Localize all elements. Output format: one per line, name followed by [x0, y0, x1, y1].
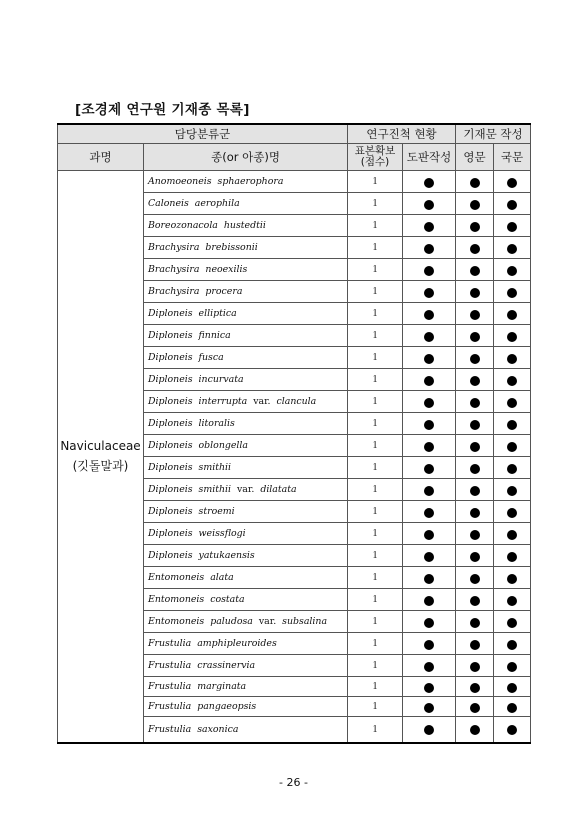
filled-circle-icon — [507, 618, 517, 628]
specimen-count: 1 — [348, 655, 403, 677]
filled-circle-icon — [507, 354, 517, 364]
filled-circle-icon — [424, 310, 434, 320]
epithet: aerophila — [194, 198, 240, 209]
english-status-cell — [456, 545, 494, 567]
header-plate: 도판작성 — [403, 144, 456, 171]
english-status-cell — [456, 303, 494, 325]
filled-circle-icon — [424, 725, 434, 735]
english-status-cell — [456, 215, 494, 237]
genus: Caloneis — [148, 198, 189, 209]
species-name-cell — [144, 369, 348, 391]
epithet: interrupta — [198, 396, 248, 407]
plate-status-cell — [403, 303, 456, 325]
filled-circle-icon — [470, 574, 480, 584]
genus: Diploneis — [148, 418, 193, 429]
page-number: - 26 - — [279, 776, 308, 789]
epithet: fusca — [198, 352, 224, 363]
filled-circle-icon — [470, 703, 480, 713]
specimen-count: 1 — [348, 717, 403, 743]
header-progress: 연구진척 현황 — [348, 124, 456, 144]
epithet: crassinervia — [197, 660, 256, 671]
header-specimen-line2: (점수) — [360, 156, 390, 168]
filled-circle-icon — [470, 266, 480, 276]
plate-status-cell — [403, 193, 456, 215]
korean-status-cell — [494, 325, 531, 347]
filled-circle-icon — [424, 552, 434, 562]
genus: Frustulia — [148, 660, 192, 671]
korean-status-cell — [494, 589, 531, 611]
genus: Frustulia — [148, 701, 192, 712]
filled-circle-icon — [470, 244, 480, 254]
filled-circle-icon — [507, 530, 517, 540]
specimen-count: 1 — [348, 303, 403, 325]
species-name-cell — [144, 611, 348, 633]
species-name-cell — [144, 259, 348, 281]
genus: Diploneis — [148, 352, 193, 363]
filled-circle-icon — [470, 332, 480, 342]
korean-status-cell — [494, 435, 531, 457]
plate-status-cell — [403, 545, 456, 567]
english-status-cell — [456, 717, 494, 743]
specimen-count: 1 — [348, 589, 403, 611]
genus: Anomoeoneis — [148, 176, 212, 187]
specimen-count: 1 — [348, 171, 403, 193]
genus: Diploneis — [148, 330, 193, 341]
header-english: 영문 — [456, 144, 494, 171]
epithet: paludosa — [210, 616, 253, 627]
variety-label: var. — [253, 396, 271, 407]
korean-status-cell — [494, 171, 531, 193]
table-row — [58, 171, 531, 193]
korean-status-cell — [494, 567, 531, 589]
specimen-count: 1 — [348, 501, 403, 523]
filled-circle-icon — [470, 552, 480, 562]
korean-status-cell — [494, 479, 531, 501]
species-name-cell — [144, 281, 348, 303]
specimen-count: 1 — [348, 479, 403, 501]
filled-circle-icon — [507, 288, 517, 298]
genus: Brachysira — [148, 264, 200, 275]
epithet: smithii — [198, 462, 232, 473]
plate-status-cell — [403, 369, 456, 391]
epithet: neoexilis — [205, 264, 248, 275]
filled-circle-icon — [424, 288, 434, 298]
species-name-cell — [144, 325, 348, 347]
header-writing: 기재문 작성 — [456, 124, 531, 144]
filled-circle-icon — [507, 640, 517, 650]
header-specimen-line1: 표본확보 — [354, 145, 396, 157]
specimen-count: 1 — [348, 281, 403, 303]
filled-circle-icon — [424, 662, 434, 672]
english-status-cell — [456, 281, 494, 303]
english-status-cell — [456, 391, 494, 413]
plate-status-cell — [403, 281, 456, 303]
filled-circle-icon — [424, 200, 434, 210]
english-status-cell — [456, 677, 494, 697]
filled-circle-icon — [507, 508, 517, 518]
filled-circle-icon — [424, 574, 434, 584]
filled-circle-icon — [507, 596, 517, 606]
filled-circle-icon — [507, 310, 517, 320]
header-specimen — [348, 144, 403, 171]
english-status-cell — [456, 457, 494, 479]
filled-circle-icon — [470, 442, 480, 452]
korean-status-cell — [494, 697, 531, 717]
filled-circle-icon — [424, 530, 434, 540]
epithet: litoralis — [198, 418, 235, 429]
filled-circle-icon — [507, 420, 517, 430]
genus: Diploneis — [148, 308, 193, 319]
filled-circle-icon — [424, 508, 434, 518]
specimen-count: 1 — [348, 413, 403, 435]
species-name-cell — [144, 215, 348, 237]
genus: Diploneis — [148, 550, 193, 561]
plate-status-cell — [403, 325, 456, 347]
header-species: 종(or 아종)명 — [144, 144, 348, 171]
specimen-count: 1 — [348, 325, 403, 347]
filled-circle-icon — [507, 332, 517, 342]
english-status-cell — [456, 589, 494, 611]
epithet: smithii — [198, 484, 232, 495]
plate-status-cell — [403, 237, 456, 259]
specimen-count: 1 — [348, 677, 403, 697]
species-name-cell — [144, 697, 348, 717]
filled-circle-icon — [470, 288, 480, 298]
filled-circle-icon — [507, 662, 517, 672]
plate-status-cell — [403, 717, 456, 743]
plate-status-cell — [403, 523, 456, 545]
filled-circle-icon — [470, 596, 480, 606]
filled-circle-icon — [507, 266, 517, 276]
epithet: brebissonii — [205, 242, 258, 253]
species-name-cell — [144, 677, 348, 697]
korean-status-cell — [494, 193, 531, 215]
epithet: incurvata — [198, 374, 244, 385]
epithet: elliptica — [198, 308, 237, 319]
filled-circle-icon — [507, 703, 517, 713]
filled-circle-icon — [470, 725, 480, 735]
epithet: oblongella — [198, 440, 248, 451]
korean-status-cell — [494, 391, 531, 413]
genus: Diploneis — [148, 484, 193, 495]
filled-circle-icon — [424, 398, 434, 408]
plate-status-cell — [403, 347, 456, 369]
filled-circle-icon — [470, 618, 480, 628]
filled-circle-icon — [424, 464, 434, 474]
specimen-count: 1 — [348, 237, 403, 259]
filled-circle-icon — [424, 683, 434, 693]
species-name-cell — [144, 435, 348, 457]
filled-circle-icon — [507, 244, 517, 254]
epithet: yatukaensis — [198, 550, 255, 561]
species-name-cell — [144, 717, 348, 743]
korean-status-cell — [494, 611, 531, 633]
filled-circle-icon — [507, 464, 517, 474]
specimen-count: 1 — [348, 215, 403, 237]
specimen-count: 1 — [348, 259, 403, 281]
variety-name: clancula — [276, 396, 317, 407]
header-group: 담당분류군 — [58, 124, 348, 144]
filled-circle-icon — [507, 574, 517, 584]
family-cell — [58, 171, 144, 743]
plate-status-cell — [403, 501, 456, 523]
english-status-cell — [456, 325, 494, 347]
korean-status-cell — [494, 303, 531, 325]
filled-circle-icon — [507, 222, 517, 232]
species-name-cell — [144, 589, 348, 611]
english-status-cell — [456, 193, 494, 215]
english-status-cell — [456, 237, 494, 259]
filled-circle-icon — [424, 332, 434, 342]
filled-circle-icon — [424, 244, 434, 254]
species-name-cell — [144, 567, 348, 589]
korean-status-cell — [494, 655, 531, 677]
korean-status-cell — [494, 369, 531, 391]
family-korean: (깃돌말과) — [72, 459, 129, 474]
korean-status-cell — [494, 413, 531, 435]
genus: Boreozonacola — [148, 220, 218, 231]
filled-circle-icon — [470, 354, 480, 364]
plate-status-cell — [403, 259, 456, 281]
plate-status-cell — [403, 457, 456, 479]
filled-circle-icon — [507, 552, 517, 562]
english-status-cell — [456, 413, 494, 435]
filled-circle-icon — [424, 618, 434, 628]
species-name-cell — [144, 501, 348, 523]
filled-circle-icon — [470, 508, 480, 518]
epithet: amphipleuroides — [197, 638, 277, 649]
plate-status-cell — [403, 567, 456, 589]
specimen-count: 1 — [348, 369, 403, 391]
species-name-cell — [144, 413, 348, 435]
korean-status-cell — [494, 633, 531, 655]
genus: Diploneis — [148, 440, 193, 451]
filled-circle-icon — [507, 683, 517, 693]
epithet: pangaeopsis — [197, 701, 257, 712]
epithet: saxonica — [197, 723, 239, 735]
header-korean: 국문 — [494, 144, 531, 171]
filled-circle-icon — [424, 640, 434, 650]
family-latin: Naviculaceae — [60, 439, 141, 454]
plate-status-cell — [403, 633, 456, 655]
korean-status-cell — [494, 347, 531, 369]
plate-status-cell — [403, 435, 456, 457]
english-status-cell — [456, 259, 494, 281]
korean-status-cell — [494, 677, 531, 697]
korean-status-cell — [494, 717, 531, 743]
korean-status-cell — [494, 457, 531, 479]
specimen-count: 1 — [348, 545, 403, 567]
english-status-cell — [456, 369, 494, 391]
korean-status-cell — [494, 237, 531, 259]
species-name-cell — [144, 193, 348, 215]
korean-status-cell — [494, 523, 531, 545]
plate-status-cell — [403, 589, 456, 611]
genus: Frustulia — [148, 638, 192, 649]
variety-name: subsalina — [282, 616, 328, 627]
english-status-cell — [456, 697, 494, 717]
species-name-cell — [144, 171, 348, 193]
filled-circle-icon — [470, 222, 480, 232]
filled-circle-icon — [424, 178, 434, 188]
filled-circle-icon — [424, 703, 434, 713]
filled-circle-icon — [470, 376, 480, 386]
filled-circle-icon — [470, 178, 480, 188]
plate-status-cell — [403, 655, 456, 677]
korean-status-cell — [494, 545, 531, 567]
plate-status-cell — [403, 611, 456, 633]
specimen-count: 1 — [348, 697, 403, 717]
filled-circle-icon — [507, 442, 517, 452]
english-status-cell — [456, 479, 494, 501]
epithet: sphaerophora — [217, 176, 284, 187]
genus: Diploneis — [148, 462, 193, 473]
filled-circle-icon — [507, 200, 517, 210]
variety-label: var. — [258, 616, 277, 627]
specimen-count: 1 — [348, 193, 403, 215]
filled-circle-icon — [470, 662, 480, 672]
filled-circle-icon — [424, 222, 434, 232]
variety-label: var. — [237, 484, 255, 495]
filled-circle-icon — [424, 376, 434, 386]
english-status-cell — [456, 611, 494, 633]
plate-status-cell — [403, 391, 456, 413]
filled-circle-icon — [507, 178, 517, 188]
genus: Frustulia — [148, 681, 192, 692]
filled-circle-icon — [507, 376, 517, 386]
species-name-cell — [144, 523, 348, 545]
variety-name: dilatata — [260, 484, 297, 495]
english-status-cell — [456, 347, 494, 369]
genus: Entomoneis — [148, 572, 205, 583]
specimen-count: 1 — [348, 633, 403, 655]
english-status-cell — [456, 655, 494, 677]
specimen-count: 1 — [348, 567, 403, 589]
species-name-cell — [144, 237, 348, 259]
filled-circle-icon — [507, 486, 517, 496]
english-status-cell — [456, 567, 494, 589]
filled-circle-icon — [470, 683, 480, 693]
genus: Frustulia — [148, 723, 192, 735]
filled-circle-icon — [470, 640, 480, 650]
filled-circle-icon — [424, 486, 434, 496]
plate-status-cell — [403, 697, 456, 717]
epithet: alata — [210, 572, 234, 583]
specimen-count: 1 — [348, 611, 403, 633]
species-table — [57, 123, 531, 744]
filled-circle-icon — [424, 354, 434, 364]
epithet: hustedtii — [223, 220, 266, 231]
species-name-cell — [144, 655, 348, 677]
filled-circle-icon — [507, 398, 517, 408]
filled-circle-icon — [470, 420, 480, 430]
species-name-cell — [144, 457, 348, 479]
specimen-count: 1 — [348, 523, 403, 545]
filled-circle-icon — [507, 725, 517, 735]
genus: Diploneis — [148, 506, 193, 517]
genus: Brachysira — [148, 286, 200, 297]
specimen-count: 1 — [348, 435, 403, 457]
epithet: weissflogi — [198, 528, 246, 539]
filled-circle-icon — [470, 530, 480, 540]
filled-circle-icon — [424, 596, 434, 606]
english-status-cell — [456, 523, 494, 545]
english-status-cell — [456, 435, 494, 457]
species-rows — [58, 171, 531, 743]
plate-status-cell — [403, 171, 456, 193]
filled-circle-icon — [424, 266, 434, 276]
epithet: stroemi — [198, 506, 235, 517]
plate-status-cell — [403, 479, 456, 501]
species-name-cell — [144, 479, 348, 501]
filled-circle-icon — [424, 442, 434, 452]
genus: Diploneis — [148, 528, 193, 539]
species-name-cell — [144, 633, 348, 655]
english-status-cell — [456, 633, 494, 655]
epithet: procera — [205, 286, 243, 297]
document-title: [조경제 연구원 기재종 목록] — [75, 102, 250, 118]
filled-circle-icon — [470, 310, 480, 320]
filled-circle-icon — [424, 420, 434, 430]
filled-circle-icon — [470, 486, 480, 496]
species-name-cell — [144, 545, 348, 567]
filled-circle-icon — [470, 398, 480, 408]
korean-status-cell — [494, 215, 531, 237]
korean-status-cell — [494, 259, 531, 281]
filled-circle-icon — [470, 200, 480, 210]
header-family: 과명 — [58, 144, 144, 171]
specimen-count: 1 — [348, 347, 403, 369]
epithet: finnica — [198, 330, 231, 341]
genus: Entomoneis — [148, 594, 205, 605]
korean-status-cell — [494, 501, 531, 523]
genus: Brachysira — [148, 242, 200, 253]
plate-status-cell — [403, 677, 456, 697]
species-name-cell — [144, 391, 348, 413]
english-status-cell — [456, 501, 494, 523]
plate-status-cell — [403, 413, 456, 435]
genus: Entomoneis — [148, 616, 205, 627]
filled-circle-icon — [470, 464, 480, 474]
english-status-cell — [456, 171, 494, 193]
plate-status-cell — [403, 215, 456, 237]
epithet: costata — [210, 594, 245, 605]
species-name-cell — [144, 303, 348, 325]
genus: Diploneis — [148, 396, 193, 407]
genus: Diploneis — [148, 374, 193, 385]
specimen-count: 1 — [348, 391, 403, 413]
species-name-cell — [144, 347, 348, 369]
epithet: marginata — [197, 681, 247, 692]
specimen-count: 1 — [348, 457, 403, 479]
korean-status-cell — [494, 281, 531, 303]
